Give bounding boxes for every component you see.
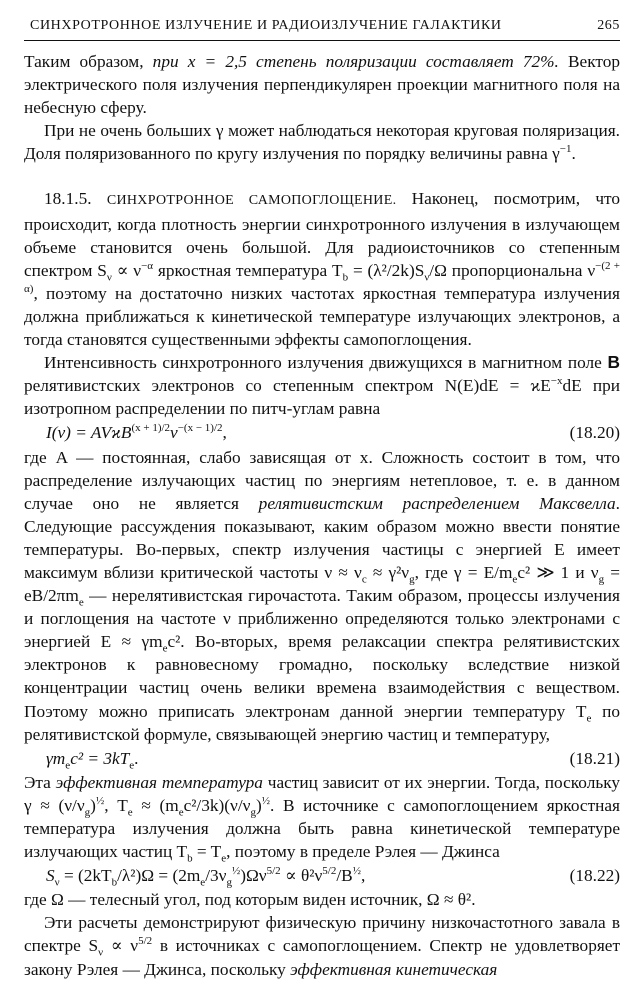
section-heading: СИНХРОТРОННОЕ САМОПОГЛОЩЕНИЕ. xyxy=(106,193,397,209)
paragraph-polarization: Таким образом, при x = 2,5 степень поляризации составляет 72%. Вектор электрического поля излучения перпендикулярен проекции магнитного поля на небесную сферу. xyxy=(24,52,620,118)
paragraph-low-frequency-cutoff: Эти расчеты демонстрируют физическую причину низкочастотного завала в спектре $S_\nu \propto \nu^{5/2}$ в источниках с самопоглощением. Спектр не удовлетворяет закону Рэлея — Джинса, поскольку эффективная кинетическая xyxy=(24,913,621,979)
equation-18-20: $I(\nu) = AVϰB^{(x + 1)/2}\nu^{-(x - 1)/2}$, (18.20) xyxy=(24,421,620,444)
paragraph-temperature: где A — постоянная, слабо зависящая от x. Сложность состоит в том, что распределение излучающих частиц по энергиям нетепловое, т. е. в данном случае оно не является релятивистским распределением Максвелла. Следующие рассуждения показывают, каким образом можно ввести понятие температуры. Во-первых, спектр излучения частицы с энергией E имеет максимум вблизи критической частоты $\nu \approx \nu_c \approx \gamma^2\nu_g$, где $\gamma = E/m_ec^2$ ≫ 1 и $\nu_g = eB/2\pi m_e$ — нерелятивистская гирочастота. Таким образом, процессы излучения и поглощения на частоте ν приближенно определяются только электронами с энергией $E \approx \gamma m_ec^2$. Во-вторых, время релаксации спектра релятивистских электронов к равновесному громадно, поскольку вследствие низкой концентрации частиц очень велики времена взаимодействия с веществом. Поэтому можно приписать электронам данной энергии температуру $T_e$ по релятивистской формуле, связывающей энергию частиц и температуру, xyxy=(24,447,620,744)
page-body xyxy=(24,50,620,981)
header-title: СИНХРОТРОННОЕ ИЗЛУЧЕНИЕ И РАДИОИЗЛУЧЕНИЕ ГАЛАКТИКИ xyxy=(30,18,502,33)
paragraph-intensity: Интенсивность синхротронного излучения движущихся в магнитном поле B релятивистских электронов со степенным спектром $N(E)dE = ϰE^{-x}dE$ при изотропном распределении по питч-углам равна xyxy=(24,352,620,419)
equation-number: (18.20) xyxy=(569,423,620,443)
book-page xyxy=(24,0,620,1000)
section-18-1-5: 18.1.5. СИНХРОТРОННОЕ САМОПОГЛОЩЕНИЕ. Наконец, посмотрим, что происходит, когда плотность энергии синхротронного излучения в излучающем объеме становится очень большой. Для радиоисточников со степенным спектром $S_\nu \propto \nu^{-\alpha}$ яркостная температура $T_b = (\lambda^2/2k)S_\nu/\Omega$ пропорциональна $\nu^{-(2 + \alpha)}$, поэтому на достаточно низких частотах яркостная температура излучения должна приближаться к кинетической температуре излучающих электронов, а тогда становятся существенными эффекты самопоглощения. xyxy=(24,189,620,350)
paragraph-solid-angle: где Ω — телесный угол, под которым виден источник, Ω ≈ θ². xyxy=(24,890,476,910)
equation-18-22: $S_\nu = (2kT_b/\lambda^2)\Omega = (2m_e/3\nu_g^{\frac{1}{2}})\Omega\nu^{5/2} \propto \theta^2\nu^{5/2}/B^{\frac{1}{2}}$, (18.22) xyxy=(46,865,620,889)
running-header xyxy=(24,14,620,41)
paragraph-circular-polarization: При не очень больших γ может наблюдаться некоторая круговая поляризация. Доля поляризованного по кругу излучения по порядку величины равна $\gamma^{-1}$. xyxy=(24,121,620,164)
paragraph-effective-temperature: Эта эффективная температура частиц зависит от их энергии. Тогда, поскольку $\gamma \approx (\nu/\nu_g)^{\frac{1}{2}}$, $T_e \approx (m_ec^2/3k)(\nu/\nu_g)^{\frac{1}{2}}$. В источнике с самопоглощением яркостная температура излучения должна быть равна кинетической температуре излучающих частиц $T_b = T_e$, поэтому в пределе Рэлея — Джинса xyxy=(24,772,620,865)
equation-number: (18.22) xyxy=(569,866,620,886)
equation-18-21: $\gamma m_ec^2 = 3kT_e$. (18.21) xyxy=(46,748,620,772)
equation-number: (18.21) xyxy=(569,748,620,768)
section-spacer xyxy=(24,165,620,187)
page-number: 265 xyxy=(597,18,620,33)
